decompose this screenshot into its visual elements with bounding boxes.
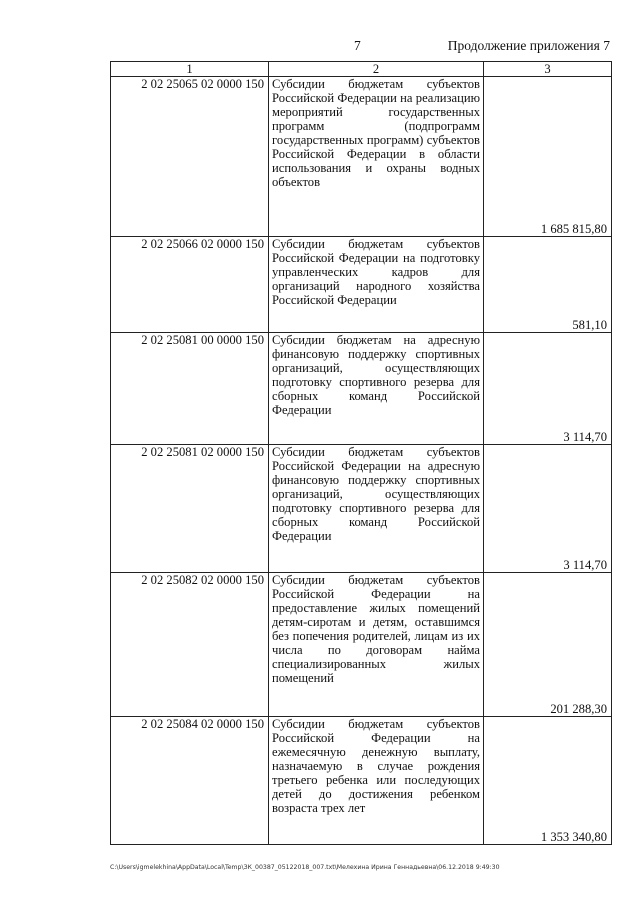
table-row xyxy=(111,445,612,573)
column-header-3: 3 xyxy=(484,62,612,77)
continuation-header: Продолжение приложения 7 xyxy=(447,38,610,53)
table-row xyxy=(111,77,612,237)
table-row xyxy=(111,237,612,333)
description-cell: Субсидии бюджетам субъектов Российской Федерации на подготовку управленческих кадров для организаций народного хозяйства Российской Федерации xyxy=(269,237,484,333)
column-header-1: 1 xyxy=(111,62,269,77)
amount-cell: 1 353 340,80 xyxy=(484,717,612,845)
description-cell: Субсидии бюджетам субъектов Российской Федерации на предоставление жилых помещений детям-сиротам и детям, оставшимся без попечения родителей, лицам из их числа по договорам найма специализированных жилых помещений xyxy=(269,573,484,717)
description-cell: Субсидии бюджетам субъектов Российской Федерации на адресную финансовую поддержку спортивных организаций, осуществляющих подготовку спортивного резерва для сборных команд Российской Федерации xyxy=(269,445,484,573)
amount-cell: 3 114,70 xyxy=(484,333,612,445)
description-cell: Субсидии бюджетам субъектов Российской Федерации на реализацию мероприятий государственных программ (подпрограмм государственных программ) субъектов Российской Федерации в области использования и охраны водных объектов xyxy=(269,77,484,237)
file-path-footer: C:\Users\igmelekhina\AppData\Local\Temp\ЗК_00387_05122018_007.txt\Мелехина Ирина Геннадьевна\06.12.2018 9:49:30 xyxy=(110,864,500,871)
column-number-row xyxy=(111,62,612,77)
budget-code-cell: 2 02 25084 02 0000 150 xyxy=(111,717,269,845)
budget-code-cell: 2 02 25081 00 0000 150 xyxy=(111,333,269,445)
budget-code-cell: 2 02 25082 02 0000 150 xyxy=(111,573,269,717)
description-cell: Субсидии бюджетам на адресную финансовую поддержку спортивных организаций, осуществляющих подготовку спортивного резерва для сборных команд Российской Федерации xyxy=(269,333,484,445)
table-row xyxy=(111,333,612,445)
budget-code-cell: 2 02 25066 02 0000 150 xyxy=(111,237,269,333)
amount-cell: 1 685 815,80 xyxy=(484,77,612,237)
description-cell: Субсидии бюджетам субъектов Российской Федерации на ежемесячную денежную выплату, назначаемую в случае рождения третьего ребенка или последующих детей до достижения ребенком возраста трех лет xyxy=(269,717,484,845)
table-row xyxy=(111,573,612,717)
amount-cell: 201 288,30 xyxy=(484,573,612,717)
page-number: 7 xyxy=(354,38,361,53)
budget-code-cell: 2 02 25081 02 0000 150 xyxy=(111,445,269,573)
budget-table xyxy=(110,61,612,845)
column-header-2: 2 xyxy=(269,62,484,77)
amount-cell: 581,10 xyxy=(484,237,612,333)
budget-code-cell: 2 02 25065 02 0000 150 xyxy=(111,77,269,237)
table-row xyxy=(111,717,612,845)
amount-cell: 3 114,70 xyxy=(484,445,612,573)
